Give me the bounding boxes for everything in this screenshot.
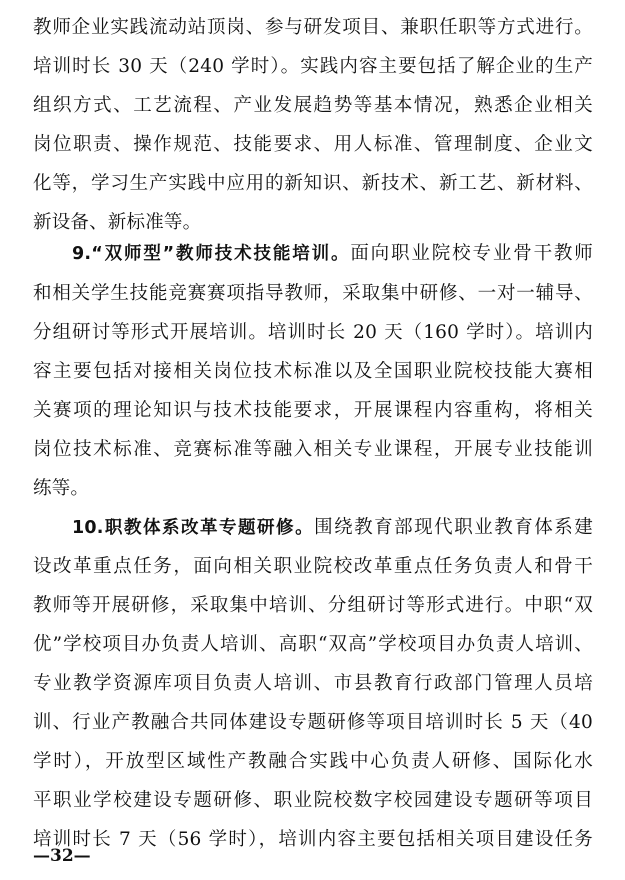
body-line: 岗位职责、操作规范、技能要求、用人标准、管理制度、企业文 [33,134,593,155]
body-line: 关赛项的理论知识与技术技能要求，开展课程内容重构，将相关 [33,400,593,421]
section-10-heading: 职教体系改革专题研修。 [103,518,315,538]
body-line: 设改革重点任务，面向相关职业院校改革重点任务负责人和骨干 [33,556,593,577]
body-line: 组织方式、工艺流程、产业发展趋势等基本情况，熟悉企业相关 [33,95,593,116]
section-10-first-line-text: 围绕教育部现代职业教育体系建 [314,517,593,538]
section-9-number: 9. [72,244,92,264]
body-line: 新设备、新标准等。 [33,212,202,233]
body-line: 培训时长 30 天（240 学时）。实践内容主要包括了解企业的生产 [33,56,593,77]
page-number: —32— [33,846,91,866]
body-line: 和相关学生技能竞赛赛项指导教师，采取集中研修、一对一辅导、 [33,283,593,304]
section-9-heading: “双师型”教师技术技能培训。 [91,244,351,264]
body-line: 教师等开展研修，采取集中培训、分组研讨等形式进行。中职“双 [33,595,593,616]
section-9-first-line [72,242,593,266]
body-line: 培训时长 7 天（56 学时），培训内容主要包括相关项目建设任务 [33,829,593,850]
body-line: 训、行业产教融合共同体建设专题研修等项目培训时长 5 天（40 [33,712,593,733]
body-line: 优”学校项目办负责人培训、高职“双高”学校项目办负责人培训、 [33,634,593,655]
body-line: 学时），开放型区域性产教融合实践中心负责人研修、国际化水 [33,751,593,772]
body-line: 专业教学资源库项目负责人培训、市县教育行政部门管理人员培 [33,673,593,694]
body-line: 练等。 [33,478,90,499]
body-line: 平职业学校建设专题研修、职业院校数字校园建设专题研等项目 [33,790,593,811]
body-line: 化等，学习生产实践中应用的新知识、新技术、新工艺、新材料、 [33,173,593,194]
section-10-number: 10. [72,518,104,538]
section-10-first-line [72,516,593,540]
body-line: 岗位技术标准、竞赛标准等融入相关专业课程，开展专业技能训 [33,439,593,460]
body-line: 分组研讨等形式开展培训。培训时长 20 天（160 学时）。培训内 [33,322,593,343]
section-9-first-line-text: 面向职业院校专业骨干教师 [350,243,593,264]
body-line: 容主要包括对接相关岗位技术标准以及全国职业院校技能大赛相 [33,361,593,382]
body-line: 教师企业实践流动站顶岗、参与研发项目、兼职任职等方式进行。 [33,17,593,38]
